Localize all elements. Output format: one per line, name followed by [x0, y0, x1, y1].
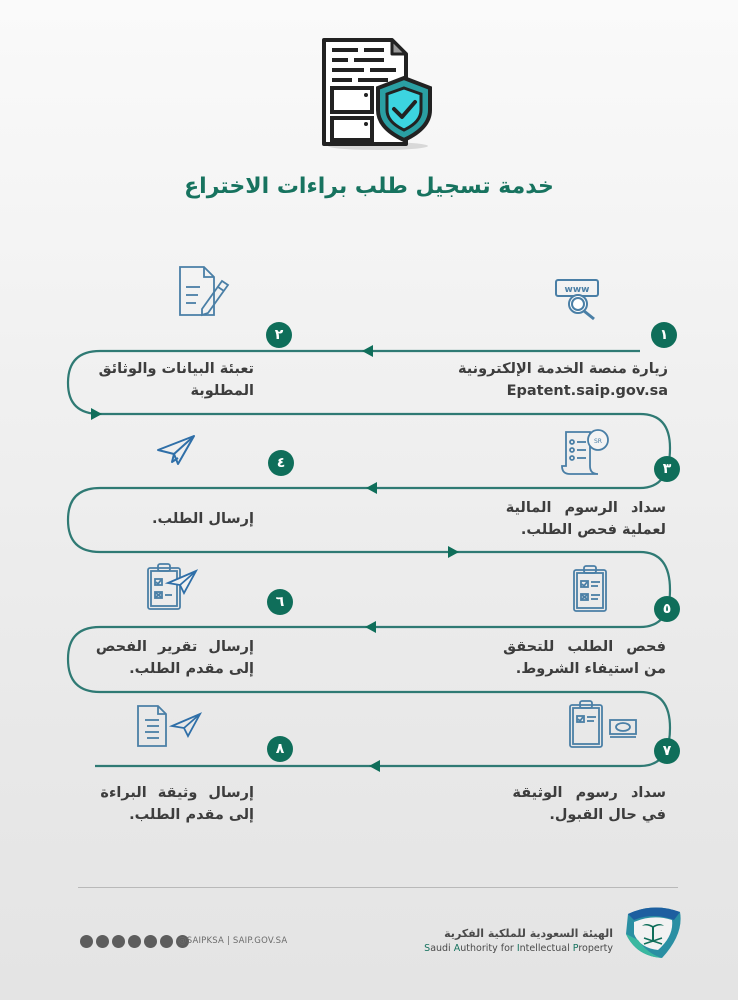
- step-5-line1: فحص الطلب للتحقق: [503, 639, 666, 655]
- step-5-line2: من استيفاء الشروط.: [515, 661, 666, 677]
- step-4-badge: ٤: [268, 450, 294, 476]
- step-5-text: [503, 636, 666, 680]
- step-3-badge: ٣: [654, 456, 680, 482]
- clipboard-send-icon: [146, 563, 198, 615]
- step-2-line1: تعبئة البيانات والوثائق: [98, 361, 254, 377]
- step-8-text: [100, 782, 254, 826]
- step-8-line1: إرسال وثيقة البراءة: [100, 785, 254, 801]
- soundcloud-icon[interactable]: [160, 935, 173, 948]
- step-6-badge: ٦: [267, 589, 293, 615]
- clipboard-checklist-icon: [572, 565, 608, 617]
- document-edit-icon: [178, 265, 230, 321]
- step-3-text: [506, 497, 666, 541]
- youtube-icon[interactable]: [112, 935, 125, 948]
- paper-plane-icon: [156, 434, 196, 470]
- footer-divider: [78, 887, 678, 888]
- telegram-icon[interactable]: [128, 935, 141, 948]
- step-1-text: [458, 358, 668, 402]
- step-2-badge: ٢: [266, 322, 292, 348]
- clipboard-money-icon: [568, 700, 640, 754]
- page-title: خدمة تسجيل طلب براءات الاختراع: [184, 174, 554, 199]
- step-4-text: [152, 508, 254, 530]
- step-6-line2: إلى مقدم الطلب.: [129, 661, 254, 677]
- step-3-line2: لعملية فحص الطلب.: [520, 522, 666, 538]
- org-name-en: Saudi Authority for Intellectual Property: [424, 943, 613, 954]
- step-1-line1: زيارة منصة الخدمة الإلكترونية: [457, 361, 668, 377]
- step-1-badge: ١: [651, 322, 677, 348]
- www-search-icon: [554, 278, 604, 326]
- step-4-line1: إرسال الطلب.: [152, 511, 254, 527]
- step-1-link: Epatent.saip.gov.sa: [506, 383, 668, 399]
- facebook-icon[interactable]: [80, 935, 93, 948]
- org-name-ar: الهيئة السعودية للملكية الفكرية: [444, 927, 613, 940]
- step-6-line1: إرسال تقرير الفحص: [95, 639, 254, 655]
- social-icons: [80, 935, 189, 948]
- step-7-text: [512, 782, 666, 826]
- twitter-icon[interactable]: [96, 935, 109, 948]
- step-5-badge: ٥: [654, 596, 680, 622]
- step-7-badge: ٧: [654, 738, 680, 764]
- step-8-badge: ٨: [267, 736, 293, 762]
- svg-text:www: www: [564, 285, 590, 295]
- step-8-line2: إلى مقدم الطلب.: [129, 807, 254, 823]
- svg-text:SR: SR: [594, 438, 602, 445]
- step-7-line1: سداد رسوم الوثيقة: [512, 785, 666, 801]
- saip-logo-icon: [622, 904, 684, 966]
- step-6-text: [96, 636, 254, 680]
- document-send-icon: [136, 704, 204, 752]
- receipt-sr-icon: [560, 428, 610, 480]
- snapchat-icon[interactable]: [144, 935, 157, 948]
- step-7-line2: في حال القبول.: [549, 807, 666, 823]
- step-2-line2: المطلوبة: [190, 383, 254, 399]
- social-handle[interactable]: @SAIPKSA | SAIP.GOV.SA: [178, 936, 288, 946]
- step-2-text: [99, 358, 254, 402]
- step-3-line1: سداد الرسوم المالية: [505, 500, 666, 516]
